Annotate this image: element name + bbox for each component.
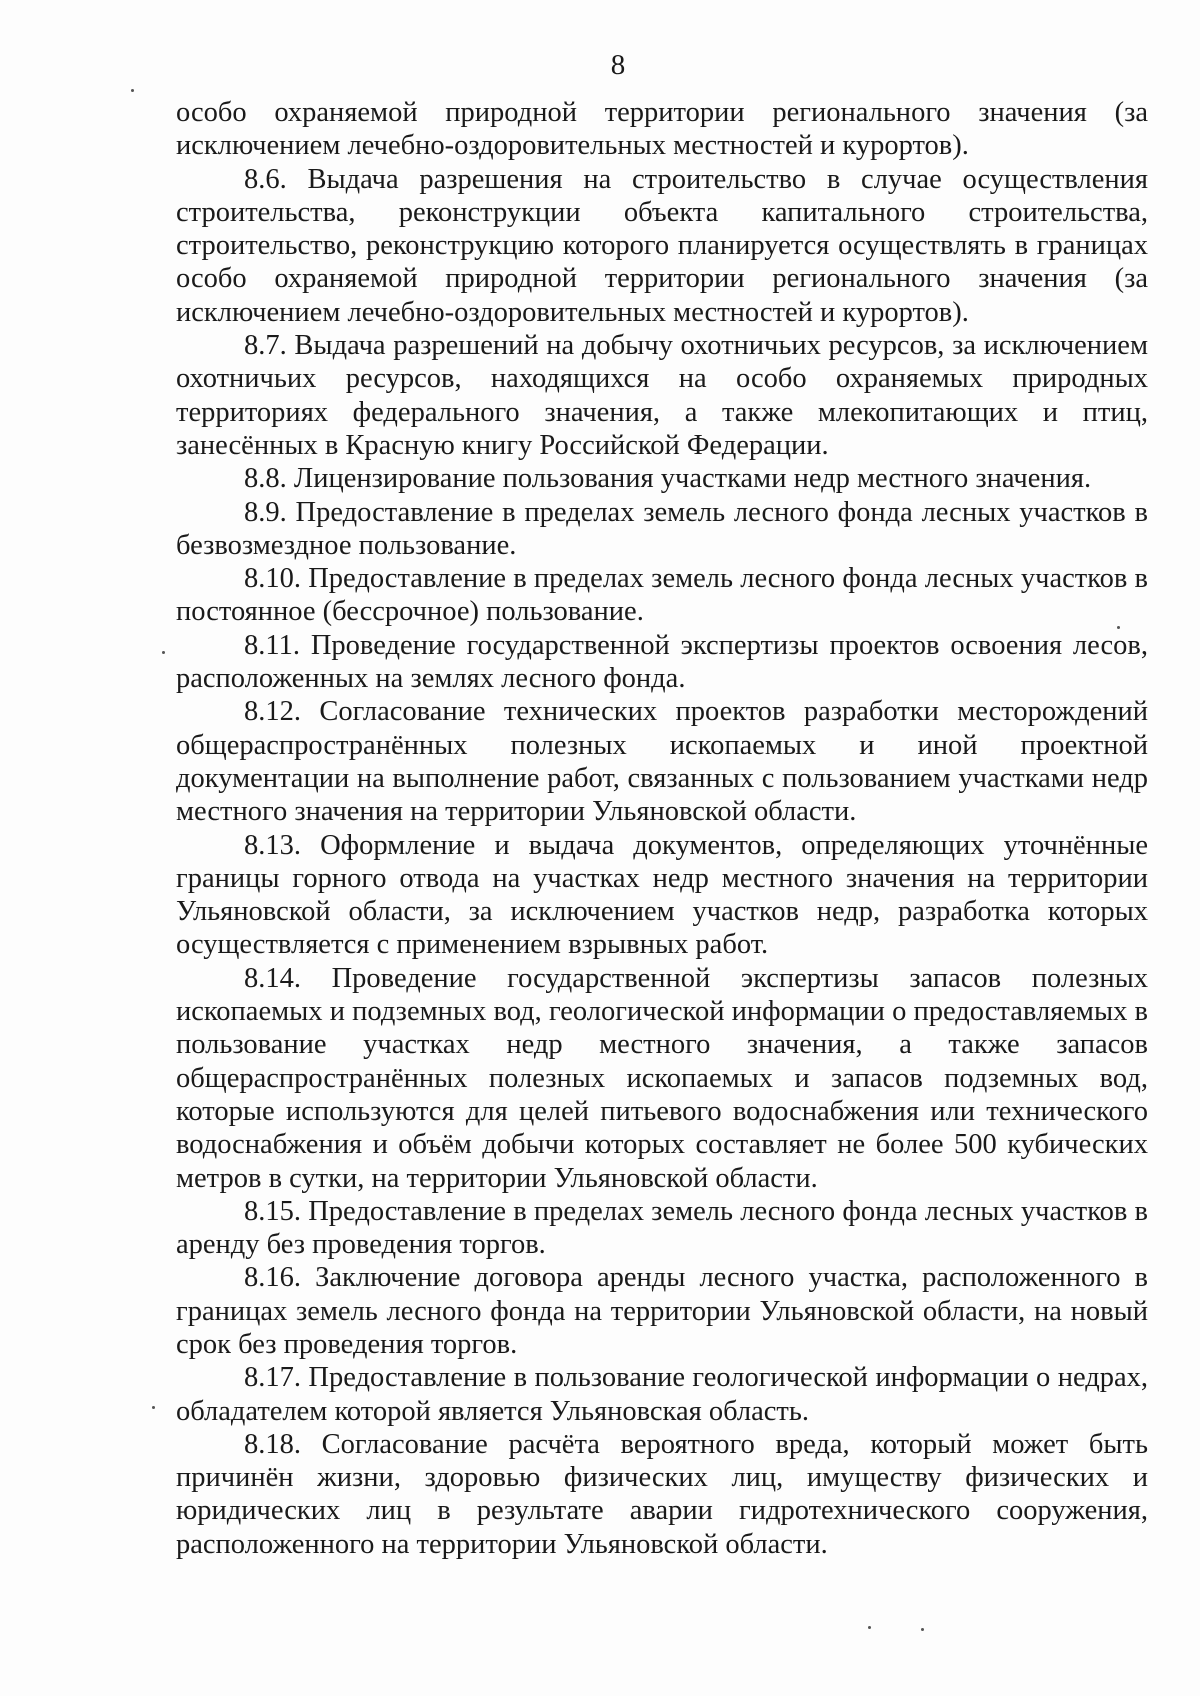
paragraph-continuation: особо охраняемой природной территории регионального значения (за исключением лечебно-оздоровительных местностей и курортов). [176,97,1148,162]
paragraph-8-13: 8.13. Оформление и выдача документов, определяющих уточнённые границы горного отвода на участках недр местного значения на территории Ульяновской области, за исключением участков недр, разработка которых осуществляется с применением взрывных работ. [176,829,1148,961]
scan-speck [152,1406,155,1409]
paragraph-8-6: 8.6. Выдача разрешения на строительство в случае осуществления строительства, реконструкции объекта капитального строительства, строительство, реконструкцию которого планируется осуществлять в границах особо охраняемой природной территории регионального значения (за исключением лечебно-оздоровительных местностей и курортов). [176,163,1148,328]
paragraph-8-17: 8.17. Предоставление в пользование геологической информации о недрах, обладателем которой является Ульяновская область. [176,1362,1148,1427]
paragraph-8-8: 8.8. Лицензирование пользования участками недр местного значения. [244,463,1092,495]
paragraph-8-18: 8.18. Согласование расчёта вероятного вреда, который может быть причинён жизни, здоровью физических лиц, имуществу физических и юридических лиц в результате аварии гидротехнического сооружения, расположенного на территории Ульяновской области. [176,1428,1148,1560]
paragraph-8-7: 8.7. Выдача разрешений на добычу охотничьих ресурсов, за исключением охотничьих ресурсов, находящихся на особо охраняемых природных территориях федерального значения, а также млекопитающих и птиц, занесённых в Красную книгу Российской Федерации. [176,330,1148,461]
paragraph-8-15: 8.15. Предоставление в пределах земель лесного фонда лесных участков в аренду без проведения торгов. [176,1195,1148,1261]
paragraph-8-9: 8.9. Предоставление в пределах земель лесного фонда лесных участков в безвозмездное пользование. [176,496,1148,561]
scan-speck [162,651,165,654]
scan-speck [131,89,134,92]
scan-speck [1117,626,1120,629]
scan-speck [921,1628,924,1631]
paragraph-8-14: 8.14. Проведение государственной экспертизы запасов полезных ископаемых и подземных вод, геологической информации о предоставляемых в пользование участках недр местного значения, а также запасов общераспространённых полезных ископаемых и запасов подземных вод, которые используются для целей питьевого водоснабжения или технического водоснабжения и объём добычи которых составляет не более 500 кубических метров в сутки, на территории Ульяновской области. [176,962,1148,1194]
paragraph-8-16: 8.16. Заключение договора аренды лесного участка, расположенного в границах земель лесного фонда на территории Ульяновской области, на новый срок без проведения торгов. [176,1262,1148,1360]
paragraph-8-11: 8.11. Проведение государственной экспертизы проектов освоения лесов, расположенных на землях лесного фонда. [176,629,1148,695]
page-number: 8 [610,49,626,81]
scan-speck [868,1626,871,1629]
paragraph-8-12: 8.12. Согласование технических проектов разработки месторождений общераспространённых полезных ископаемых и иной проектной документации на выполнение работ, связанных с пользованием участками недр местного значения на территории Ульяновской области. [176,696,1148,828]
document-body [176,96,1148,1561]
paragraph-8-10: 8.10. Предоставление в пределах земель лесного фонда лесных участков в постоянное (бессрочное) пользование. [176,563,1148,628]
